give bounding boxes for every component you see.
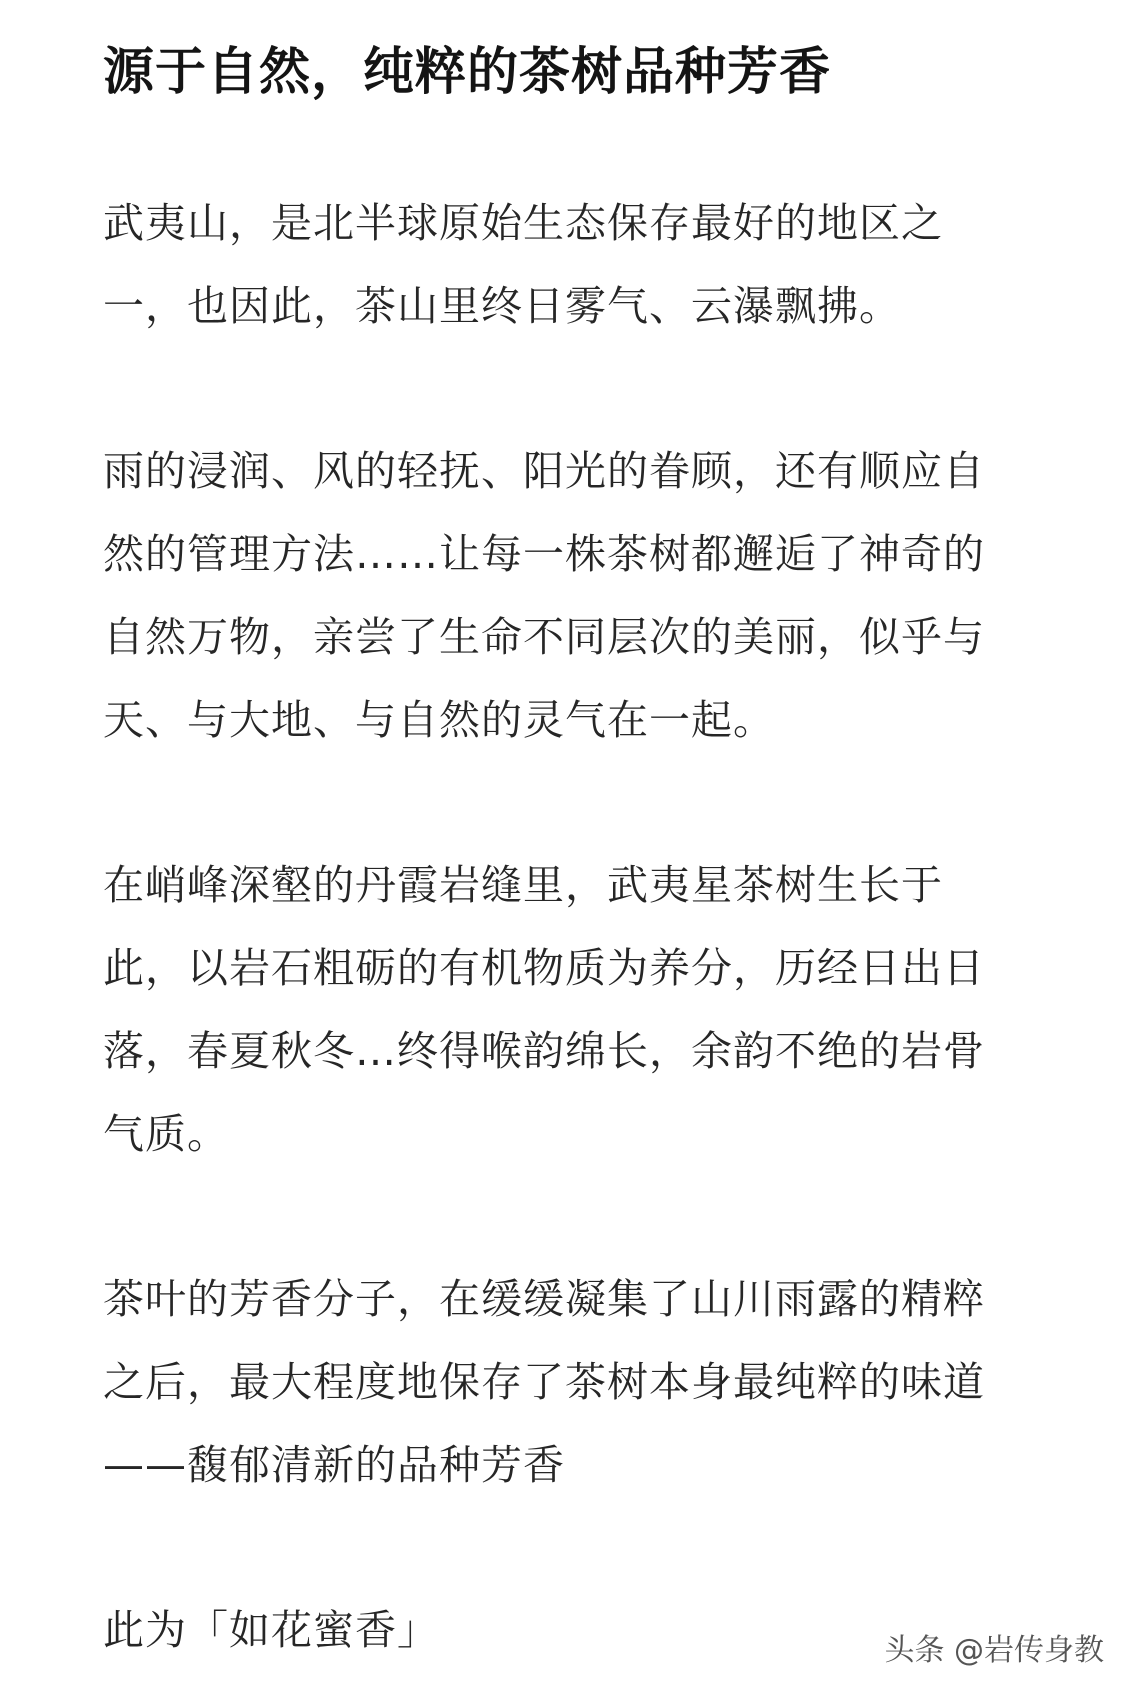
paragraph-rock-growth <box>103 844 1003 1176</box>
paragraph-line: ——馥郁清新的品种芳香 <box>103 1441 565 1489</box>
paragraph-line: 武夷山，是北半球原始生态保存最好的地区之 <box>103 199 943 247</box>
paragraph-aroma <box>103 1258 1003 1507</box>
paragraph-line: 然的管理方法……让每一株茶树都邂逅了神奇的 <box>103 530 985 578</box>
paragraph-line: 雨的浸润、风的轻抚、阳光的眷顾，还有顺应自 <box>103 447 985 495</box>
paragraph-line: 茶叶的芳香分子，在缓缓凝集了山川雨露的精粹 <box>103 1275 985 1323</box>
paragraph-line: 之后，最大程度地保存了茶树本身最纯粹的味道 <box>103 1358 985 1406</box>
paragraph-wuyi-ecology <box>103 182 1003 348</box>
toutiao-watermark: 头条 @岩传身教 <box>884 1633 1104 1668</box>
paragraph-line: 天、与大地、与自然的灵气在一起。 <box>103 696 775 744</box>
paragraph-honey-aroma <box>103 1589 1003 1672</box>
paragraph-line: 自然万物，亲尝了生命不同层次的美丽，似乎与 <box>103 613 985 661</box>
paragraph-line: 一，也因此，茶山里终日雾气、云瀑飘拂。 <box>103 282 901 330</box>
article-title: 源于自然，纯粹的茶树品种芳香 <box>103 43 832 102</box>
paragraph-line: 气质。 <box>103 1110 229 1158</box>
paragraph-nature-care <box>103 430 1003 762</box>
paragraph-line: 此为「如花蜜香」 <box>103 1606 439 1654</box>
paragraph-line: 此，以岩石粗砺的有机物质为养分，历经日出日 <box>103 944 985 992</box>
article <box>103 38 1003 1672</box>
paragraph-line: 在峭峰深壑的丹霞岩缝里，武夷星茶树生长于 <box>103 861 943 909</box>
paragraph-line: 落，春夏秋冬…终得喉韵绵长，余韵不绝的岩骨 <box>103 1027 985 1075</box>
